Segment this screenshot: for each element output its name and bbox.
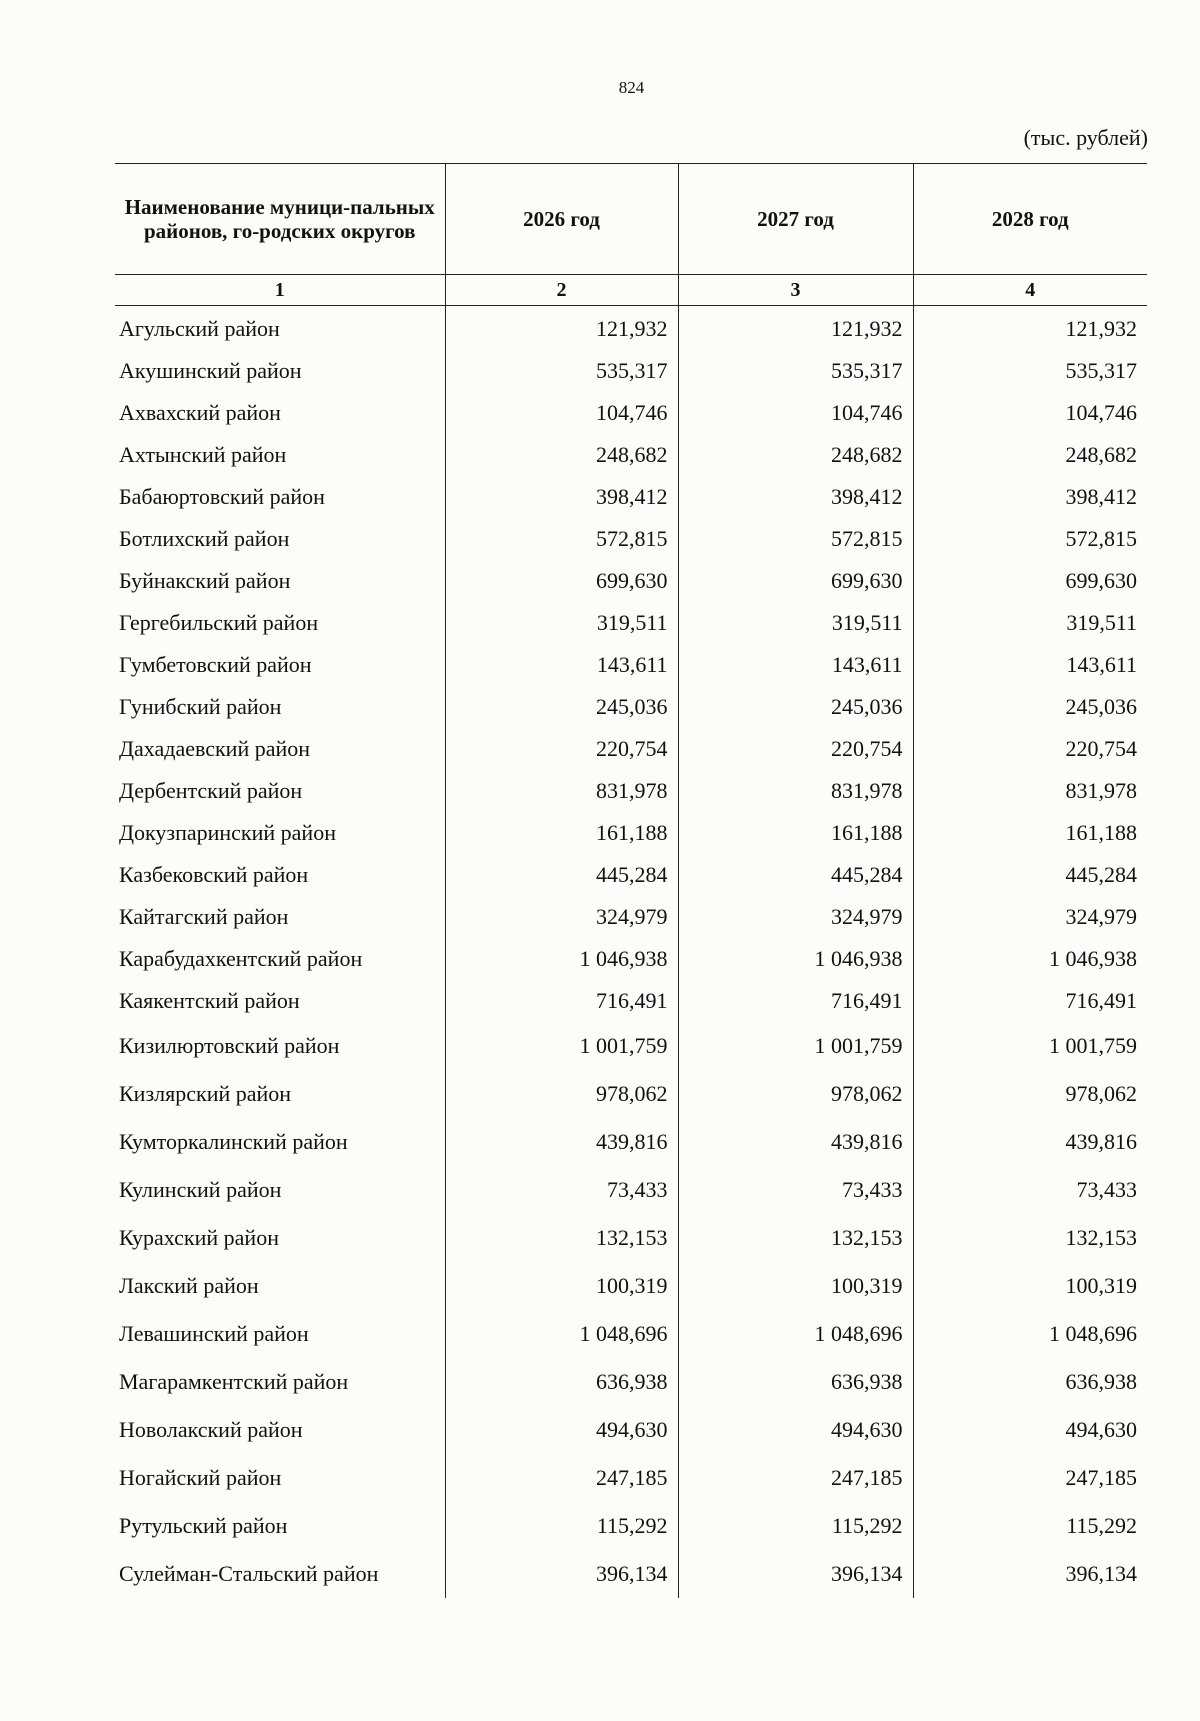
district-name: Гумбетовский район xyxy=(119,652,312,677)
table-row xyxy=(115,1502,1147,1550)
value-2028: 439,816 xyxy=(913,1118,1147,1166)
table-row xyxy=(115,770,1147,812)
district-name: Ахвахский район xyxy=(119,400,281,425)
value-2028: 115,292 xyxy=(913,1502,1147,1550)
table-row xyxy=(115,1070,1147,1118)
table-body xyxy=(115,306,1147,1599)
value-2028: 324,979 xyxy=(913,896,1147,938)
value-2027: 716,491 xyxy=(678,980,913,1022)
value-2026: 439,816 xyxy=(445,1118,678,1166)
value-2027: 978,062 xyxy=(678,1070,913,1118)
table-row xyxy=(115,686,1147,728)
value-2027: 636,938 xyxy=(678,1358,913,1406)
value-2026: 1 001,759 xyxy=(445,1022,678,1070)
value-2026: 398,412 xyxy=(445,476,678,518)
value-2026: 396,134 xyxy=(445,1550,678,1598)
value-2028: 247,185 xyxy=(913,1454,1147,1502)
value-2026: 100,319 xyxy=(445,1262,678,1310)
value-2027: 143,611 xyxy=(678,644,913,686)
value-2028: 1 001,759 xyxy=(913,1022,1147,1070)
table-row xyxy=(115,602,1147,644)
table-row xyxy=(115,350,1147,392)
table-row xyxy=(115,1262,1147,1310)
table-row xyxy=(115,980,1147,1022)
district-name: Агульский район xyxy=(119,316,280,341)
value-2027: 396,134 xyxy=(678,1550,913,1598)
value-2026: 104,746 xyxy=(445,392,678,434)
value-2026: 220,754 xyxy=(445,728,678,770)
table-row xyxy=(115,1358,1147,1406)
district-name: Буйнакский район xyxy=(119,568,291,593)
district-name: Бабаюртовский район xyxy=(119,484,325,509)
value-2026: 978,062 xyxy=(445,1070,678,1118)
district-name: Ногайский район xyxy=(119,1465,282,1490)
value-2026: 324,979 xyxy=(445,896,678,938)
value-2026: 494,630 xyxy=(445,1406,678,1454)
table-row xyxy=(115,392,1147,434)
column-header-2028: 2028 год xyxy=(913,164,1147,275)
column-number: 2 xyxy=(445,275,678,306)
district-name: Карабудахкентский район xyxy=(119,946,363,971)
value-2026: 636,938 xyxy=(445,1358,678,1406)
value-2028: 161,188 xyxy=(913,812,1147,854)
value-2026: 245,036 xyxy=(445,686,678,728)
value-2028: 319,511 xyxy=(913,602,1147,644)
column-header-2026: 2026 год xyxy=(445,164,678,275)
value-2026: 572,815 xyxy=(445,518,678,560)
value-2028: 143,611 xyxy=(913,644,1147,686)
budget-table xyxy=(115,163,1147,1598)
value-2028: 716,491 xyxy=(913,980,1147,1022)
value-2026: 1 046,938 xyxy=(445,938,678,980)
value-2028: 494,630 xyxy=(913,1406,1147,1454)
value-2026: 445,284 xyxy=(445,854,678,896)
value-2027: 104,746 xyxy=(678,392,913,434)
column-number-row xyxy=(115,275,1147,306)
value-2026: 115,292 xyxy=(445,1502,678,1550)
value-2027: 121,932 xyxy=(678,306,913,351)
value-2027: 161,188 xyxy=(678,812,913,854)
value-2027: 248,682 xyxy=(678,434,913,476)
value-2027: 100,319 xyxy=(678,1262,913,1310)
header-row xyxy=(115,164,1147,275)
value-2028: 445,284 xyxy=(913,854,1147,896)
value-2027: 220,754 xyxy=(678,728,913,770)
district-name: Рутульский район xyxy=(119,1513,288,1538)
value-2028: 73,433 xyxy=(913,1166,1147,1214)
value-2027: 831,978 xyxy=(678,770,913,812)
value-2026: 319,511 xyxy=(445,602,678,644)
value-2026: 247,185 xyxy=(445,1454,678,1502)
district-name: Казбековский район xyxy=(119,862,309,887)
value-2028: 831,978 xyxy=(913,770,1147,812)
column-number: 4 xyxy=(913,275,1147,306)
district-name: Кизлярский район xyxy=(119,1081,292,1106)
table-row xyxy=(115,1214,1147,1262)
value-2028: 245,036 xyxy=(913,686,1147,728)
value-2028: 220,754 xyxy=(913,728,1147,770)
value-2026: 248,682 xyxy=(445,434,678,476)
district-name: Сулейман-Стальский район xyxy=(119,1561,379,1586)
value-2027: 494,630 xyxy=(678,1406,913,1454)
table-row xyxy=(115,644,1147,686)
table-row xyxy=(115,1118,1147,1166)
table-row xyxy=(115,476,1147,518)
value-2026: 535,317 xyxy=(445,350,678,392)
district-name: Гунибский район xyxy=(119,694,282,719)
value-2027: 247,185 xyxy=(678,1454,913,1502)
table-row xyxy=(115,728,1147,770)
table-row xyxy=(115,306,1147,351)
value-2026: 132,153 xyxy=(445,1214,678,1262)
table-row xyxy=(115,812,1147,854)
value-2027: 73,433 xyxy=(678,1166,913,1214)
table-row xyxy=(115,1022,1147,1070)
value-2027: 699,630 xyxy=(678,560,913,602)
value-2028: 1 048,696 xyxy=(913,1310,1147,1358)
table-row xyxy=(115,854,1147,896)
value-2027: 132,153 xyxy=(678,1214,913,1262)
value-2028: 636,938 xyxy=(913,1358,1147,1406)
table-row xyxy=(115,1406,1147,1454)
value-2026: 699,630 xyxy=(445,560,678,602)
district-name: Ботлихский район xyxy=(119,526,290,551)
value-2027: 319,511 xyxy=(678,602,913,644)
value-2028: 396,134 xyxy=(913,1550,1147,1598)
district-name: Левашинский район xyxy=(119,1321,309,1346)
table-row xyxy=(115,896,1147,938)
table-row xyxy=(115,560,1147,602)
district-name: Новолакский район xyxy=(119,1417,303,1442)
table-row xyxy=(115,1454,1147,1502)
value-2027: 1 046,938 xyxy=(678,938,913,980)
district-name: Дахадаевский район xyxy=(119,736,311,761)
value-2026: 716,491 xyxy=(445,980,678,1022)
value-2028: 100,319 xyxy=(913,1262,1147,1310)
value-2028: 121,932 xyxy=(913,306,1147,351)
district-name: Кумторкалинский район xyxy=(119,1129,348,1154)
column-number: 1 xyxy=(115,275,445,306)
value-2027: 439,816 xyxy=(678,1118,913,1166)
page-number: 824 xyxy=(618,78,645,97)
value-2028: 398,412 xyxy=(913,476,1147,518)
district-name: Магарамкентский район xyxy=(119,1369,349,1394)
value-2026: 1 048,696 xyxy=(445,1310,678,1358)
table-row xyxy=(115,434,1147,476)
value-2026: 161,188 xyxy=(445,812,678,854)
district-name: Лакский район xyxy=(119,1273,259,1298)
district-name: Курахский район xyxy=(119,1225,279,1250)
table-row xyxy=(115,1550,1147,1598)
table-row xyxy=(115,518,1147,560)
column-header-name: Наименование муници-пальных районов, го-родских округов xyxy=(115,164,445,275)
value-2027: 572,815 xyxy=(678,518,913,560)
value-2028: 572,815 xyxy=(913,518,1147,560)
district-name: Акушинский район xyxy=(119,358,302,383)
value-2027: 245,036 xyxy=(678,686,913,728)
district-name: Кизилюртовский район xyxy=(119,1033,340,1058)
value-2027: 445,284 xyxy=(678,854,913,896)
value-2027: 398,412 xyxy=(678,476,913,518)
value-2027: 1 001,759 xyxy=(678,1022,913,1070)
value-2028: 132,153 xyxy=(913,1214,1147,1262)
column-header-2027: 2027 год xyxy=(678,164,913,275)
value-2028: 1 046,938 xyxy=(913,938,1147,980)
value-2027: 535,317 xyxy=(678,350,913,392)
district-name: Ахтынский район xyxy=(119,442,287,467)
value-2026: 831,978 xyxy=(445,770,678,812)
district-name: Докузпаринский район xyxy=(119,820,336,845)
table-row xyxy=(115,1310,1147,1358)
units-label: (тыс. рублей) xyxy=(1023,125,1148,150)
value-2026: 121,932 xyxy=(445,306,678,351)
district-name: Кайтагский район xyxy=(119,904,289,929)
table-row xyxy=(115,1166,1147,1214)
table-row xyxy=(115,938,1147,980)
value-2027: 1 048,696 xyxy=(678,1310,913,1358)
value-2028: 104,746 xyxy=(913,392,1147,434)
district-name: Дербентский район xyxy=(119,778,303,803)
value-2027: 324,979 xyxy=(678,896,913,938)
column-number: 3 xyxy=(678,275,913,306)
value-2028: 535,317 xyxy=(913,350,1147,392)
district-name: Каякентский район xyxy=(119,988,300,1013)
value-2027: 115,292 xyxy=(678,1502,913,1550)
district-name: Кулинский район xyxy=(119,1177,282,1202)
value-2028: 248,682 xyxy=(913,434,1147,476)
value-2028: 699,630 xyxy=(913,560,1147,602)
value-2026: 73,433 xyxy=(445,1166,678,1214)
value-2026: 143,611 xyxy=(445,644,678,686)
district-name: Гергебильский район xyxy=(119,610,319,635)
value-2028: 978,062 xyxy=(913,1070,1147,1118)
